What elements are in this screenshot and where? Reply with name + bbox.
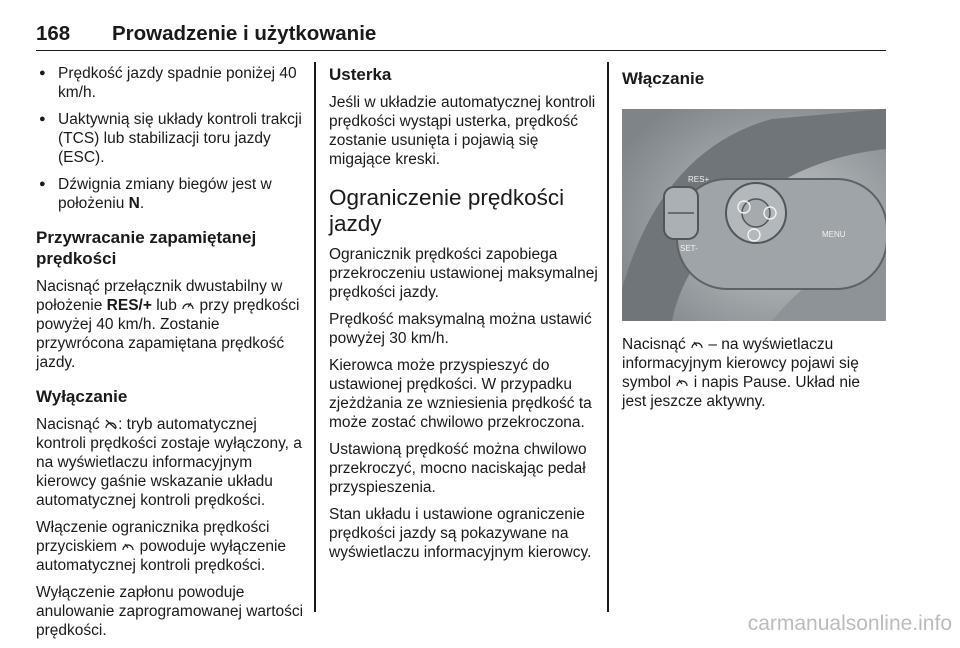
paragraph-text: i napis Pause. Układ nie jest jeszcze aktywny. [622, 374, 861, 410]
paragraph-text: przy prędkości powyżej 40 km/h. Zostanie przywrócona zapamiętana prędkość jazdy. [36, 297, 300, 371]
section-heading-limiter: Ograniczenie prędkości jazdy [329, 185, 565, 236]
paragraph-text: powoduje wyłączenie automatycznej kontroli prędkości. [36, 538, 287, 574]
section-heading-off: Wyłączanie [36, 387, 128, 406]
paragraph-text: : tryb automatycznej kontroli prędkości zostaje wyłączony, a na wyświetlaczu informacyjnym kierowcy gaśnie wskazanie układu automatycznej kontroli prędkości. [36, 416, 302, 509]
bullet-list [36, 64, 304, 213]
column-divider [314, 62, 316, 612]
menu-label: MENU [822, 230, 846, 239]
paragraph-text: Włączenie ogranicznika prędkości przyciskiem [36, 519, 270, 555]
list-item: ● Uaktywnią się układy kontroli trakcji (TCS) lub stabilizacji toru jazdy (ESC). [36, 110, 304, 167]
column-divider [607, 62, 609, 612]
paragraph [36, 277, 304, 372]
section-heading-fault: Usterka [329, 65, 392, 84]
column-left [36, 64, 304, 648]
paragraph-text: Nacisnąć [622, 336, 686, 353]
set-label: SET- [680, 244, 698, 253]
running-title: Prowadzenie i użytkowanie [112, 22, 377, 45]
speed-limiter-icon [690, 338, 704, 350]
section-heading-resume: Przywracanie zapamiętanej prędkości [36, 228, 257, 268]
list-item [36, 175, 304, 213]
paragraph: Jeśli w układzie automatycznej kontroli prędkości wystąpi usterka, prędkość zostanie usunięta i pojawią się migające kreski. [329, 94, 596, 168]
paragraph [622, 335, 888, 411]
steering-wheel-illustration [622, 109, 886, 321]
watermark: carmanualsonline.info [747, 612, 952, 635]
steering-wheel-controls-image [622, 109, 886, 321]
page-number: 168 [36, 22, 71, 45]
punctuation: . [139, 195, 145, 212]
paragraph: Prędkość maksymalną można ustawić powyżej 30 km/h. [329, 311, 592, 347]
speed-limiter-icon [675, 376, 689, 388]
paragraph-text: lub [156, 297, 177, 314]
page-header [36, 22, 886, 51]
paragraph-text: Nacisnąć przełącznik dwustabilny w położenie [36, 278, 283, 314]
paragraph-text: Nacisnąć [36, 416, 100, 433]
res-label: RES+ [688, 175, 710, 184]
switch-position: RES/+ [106, 297, 152, 314]
column-right [622, 64, 888, 419]
gear-position: N [128, 195, 140, 212]
paragraph: Stan układu i ustawione ograniczenie prędkości jazdy są pokazywane na wyświetlaczu informacyjnym kierowcy. [329, 506, 592, 561]
paragraph: Ogranicznik prędkości zapobiega przekroczeniu ustawionej maksymalnej prędkości jazdy. [329, 246, 598, 301]
speed-limiter-icon [121, 540, 135, 552]
paragraph: Wyłączenie zapłonu powoduje anulowanie zaprogramowanej wartości prędkości. [36, 584, 304, 639]
list-item: ● Prędkość jazdy spadnie poniżej 40 km/h. [36, 64, 304, 102]
list-item-text: Dźwignia zmiany biegów jest w położeniu [58, 176, 272, 212]
paragraph [36, 415, 304, 510]
column-middle [329, 64, 601, 570]
section-heading-on: Włączanie [622, 69, 705, 88]
paragraph: Kierowca może przyspieszyć do ustawionej prędkości. W przypadku zjeżdżania ze wzniesienia prędkość ta może zostać chwilowo przekroczona. [329, 357, 592, 431]
cruise-cancel-icon [104, 418, 118, 430]
cruise-control-icon [181, 299, 195, 311]
paragraph-text: – na wyświetlaczu informacyjnym kierowcy pojawi się symbol [622, 336, 859, 391]
paragraph [36, 518, 304, 575]
paragraph: Ustawioną prędkość można chwilowo przekroczyć, mocno naciskając pedał przyspieszenia. [329, 441, 587, 496]
